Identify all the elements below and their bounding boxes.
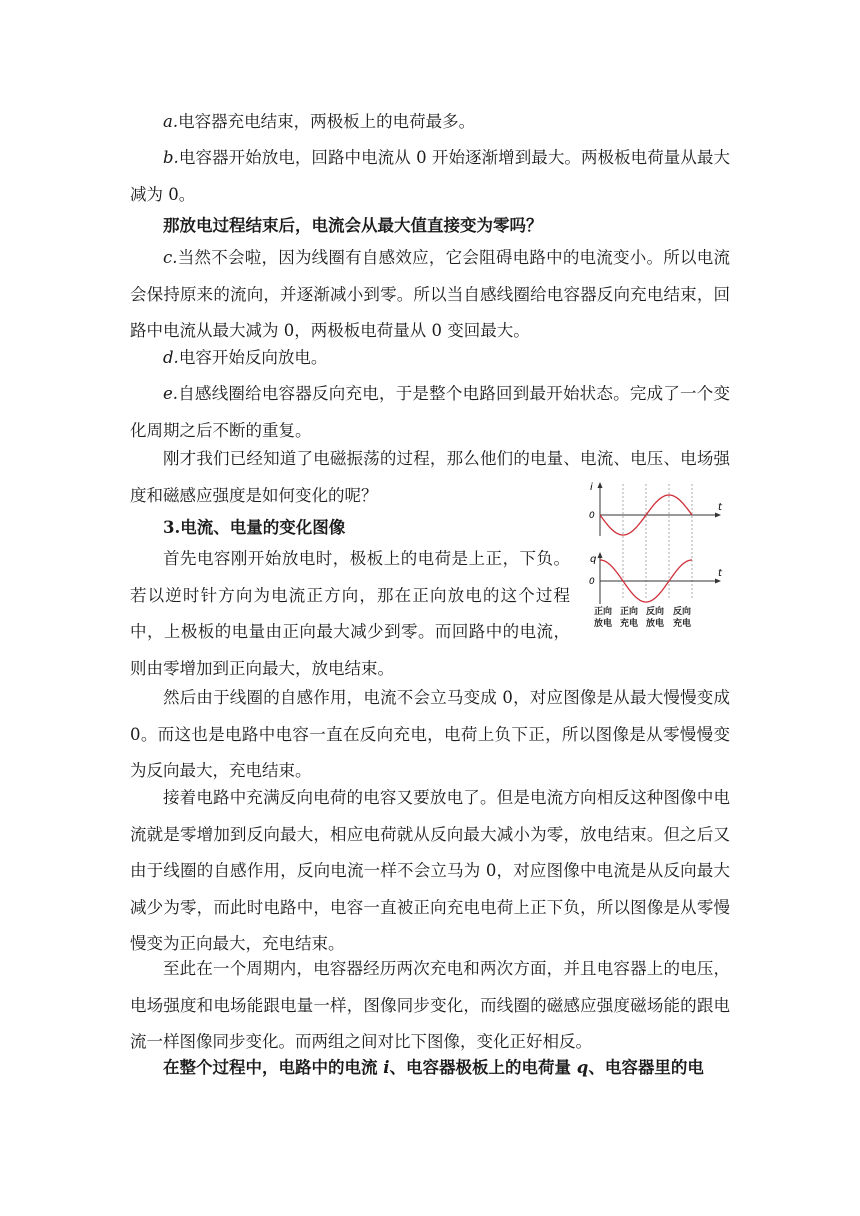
paragraph-c-text: 当然不会啦，因为线圈有自感效应，它会阻碍电路中的电流变小。所以电流会保持原来的流向，并逐渐减小到零。所以当自感线圈给电容器反向充电结束，回路中电流从最大减为 0，两极板电荷量从 0 变回最大。 <box>130 248 730 340</box>
q-t-axis-arrow <box>715 579 721 584</box>
paragraph-4: 至此在一个周期内，电容器经历两次充电和两次方面，并且电容器上的电压，电场强度和电场能跟电量一样，图像同步变化，而线圈的磁感应强度磁场能的跟电流一样图像同步变化。而两组之间对比下图像，变化正好相反。 <box>130 959 730 1051</box>
paragraph-d-text: 电容开始反向放电。 <box>178 348 328 367</box>
phase-label-2-line2: 充电 <box>619 619 639 629</box>
i-y-axis-arrow <box>598 482 603 488</box>
phase-label-3-line2: 放电 <box>645 619 665 629</box>
item-tag-a: a. <box>163 112 179 131</box>
paragraph-3: 接着电路中充满反向电荷的电容又要放电了。但是电流方向相反这种图像中电流就是零增加到反向最大，相应电荷就从反向最大减小为零，放电结束。但之后又由于线圈的自感作用，反向电流一样不会立马为 0，对应图像中电流是从反向最大减少为零，而此时电路中，电容一直被正向充电电荷上正下负，所以图像是从零慢慢变为正向最大，充电结束。 <box>130 788 730 953</box>
paragraph-5-part-b: 、电容器极板上的电荷量 <box>389 1058 577 1077</box>
paragraph-a <box>130 104 730 141</box>
i-t-label: t <box>718 502 722 513</box>
paragraph-5-part-c: 、电容器里的电 <box>588 1058 704 1077</box>
paragraph-e-text: 自感线圈给电容器反向充电，于是整个电路回到最开始状态。完成了一个变化周期之后不断的重复。 <box>130 384 730 440</box>
i-axis-label: i <box>590 482 593 493</box>
variable-q: q <box>576 1058 589 1077</box>
phase-label-4-line1: 反向 <box>672 607 692 617</box>
paragraph-d <box>130 340 730 377</box>
paragraph-b <box>130 140 730 213</box>
paragraph-a-text: 电容器充电结束，两极板上的电荷最多。 <box>178 112 476 131</box>
question-heading: 那放电过程结束后，电流会从最大值直接变为零吗？ <box>163 216 543 235</box>
paragraph-b-text: 电容器开始放电，回路中电流从 0 开始逐渐增到最大。两极板电荷量从最大减为 0。 <box>130 148 730 204</box>
item-tag-c: c. <box>163 248 178 267</box>
intro-paragraph: 刚才我们已经知道了电磁振荡的过程，那么他们的电量、电流、电压、电场强度和磁感应强度是如何变化的呢？ <box>130 449 730 505</box>
paragraph-5-part-a: 在整个过程中，电路中的电流 <box>163 1058 384 1077</box>
q-y-axis-arrow <box>598 552 603 558</box>
phase-label-1-line2: 放电 <box>593 619 613 629</box>
paragraph-1: 首先电容刚开始放电时，极板上的电荷是上正，下负。若以逆时针方向为电流正方向，那在正向放电的这个过程中，上极板的电量由正向最大减少到零。而回路中的电流，则由零增加到正向最大，放电结束。 <box>130 549 570 678</box>
q-origin-label: 0 <box>589 577 595 587</box>
phase-label-1-line1: 正向 <box>593 607 613 617</box>
i-t-axis-arrow <box>715 513 721 518</box>
phase-label-4-line2: 充电 <box>672 619 692 629</box>
paragraph-e <box>130 376 730 449</box>
section-heading: 3.电流、电量的变化图像 <box>163 518 346 537</box>
item-tag-b: b. <box>163 148 179 167</box>
paragraph-2: 然后由于线圈的自感作用，电流不会立马变成 0，对应图像是从最大慢慢变成 0。而这也是电路中电容一直在反向充电，电荷上负下正，所以图像是从零慢慢变为反向最大，充电结束。 <box>130 688 730 780</box>
paragraph-5 <box>130 1050 730 1087</box>
q-axis-label: q <box>590 554 597 565</box>
paragraph-c <box>130 240 730 350</box>
q-t-label: t <box>718 568 722 579</box>
phase-label-3-line1: 反向 <box>645 607 665 617</box>
item-tag-e: e. <box>163 384 179 403</box>
item-tag-d: d. <box>163 348 179 367</box>
current-charge-graph <box>578 478 733 638</box>
i-origin-label: 0 <box>589 511 595 521</box>
variable-i: i <box>383 1058 390 1077</box>
phase-label-2-line1: 正向 <box>619 607 639 617</box>
